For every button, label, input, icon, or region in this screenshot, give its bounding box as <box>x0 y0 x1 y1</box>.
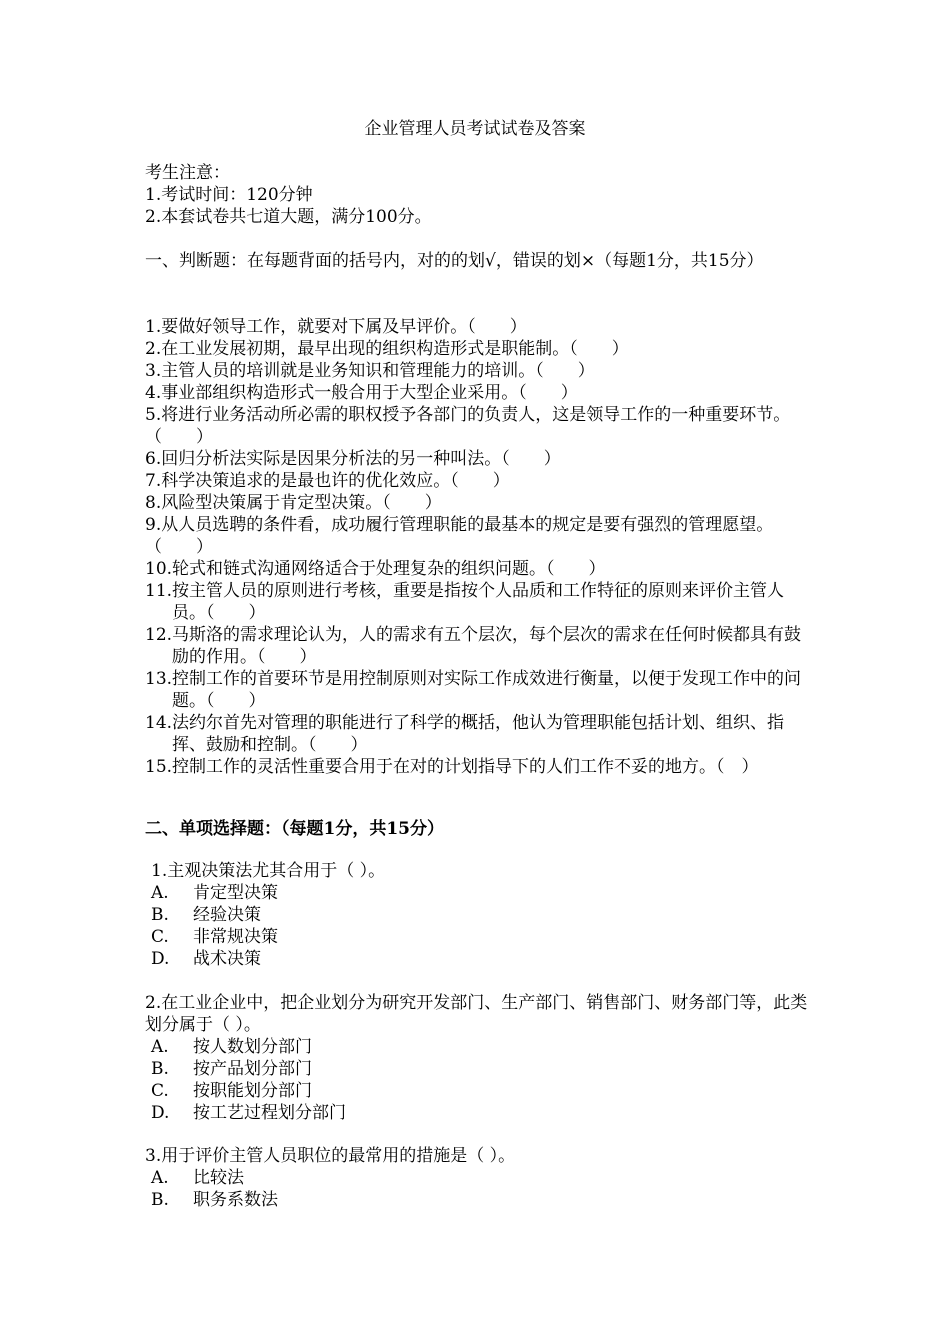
option-text: 按人数划分部门 <box>193 1037 312 1057</box>
true-false-question: 13.控制工作的首要环节是用控制原则对实际工作成效进行衡量，以便于发现工作中的问题。（ ） <box>145 669 802 711</box>
option-b <box>145 1189 810 1211</box>
option-c <box>145 926 810 948</box>
true-false-question: 8.风险型决策属于肯定型决策。（ ） <box>145 493 442 513</box>
option-d <box>145 1102 810 1124</box>
true-false-question: 4.事业部组织构造形式一般合用于大型企业采用。（ ） <box>145 383 578 403</box>
option-key: C. <box>151 927 169 947</box>
true-false-question: 14.法约尔首先对管理的职能进行了科学的概括，他认为管理职能包括计划、组织、指挥、鼓励和控制。（ ） <box>145 713 785 755</box>
true-false-question: 12.马斯洛的需求理论认为，人的需求有五个层次，每个层次的需求在任何时候都具有鼓励的作用。（ ） <box>145 625 802 667</box>
question-stem: 2.在工业企业中，把企业划分为研究开发部门、生产部门、销售部门、财务部门等，此类划分属于（ ）。 <box>145 993 808 1035</box>
option-a <box>145 882 810 904</box>
choice-question-3 <box>145 1145 810 1211</box>
true-false-question: 2.在工业发展初期，最早出现的组织构造形式是职能制。（ ） <box>145 339 629 359</box>
choice-question-2 <box>145 992 810 1124</box>
option-b <box>145 904 810 926</box>
option-key: A. <box>151 1037 169 1057</box>
document-title: 企业管理人员考试试卷及答案 <box>364 119 586 139</box>
option-text: 战术决策 <box>193 949 261 969</box>
true-false-question: 11.按主管人员的原则进行考核，重要是指按个人品质和工作特征的原则来评价主管人员。（ ） <box>145 581 785 623</box>
option-key: C. <box>151 1081 169 1101</box>
option-key: B. <box>151 905 169 925</box>
true-false-question: 15.控制工作的灵活性重要合用于在对的计划指导下的人们工作不妥的地方。（ ） <box>145 757 759 777</box>
option-text: 按工艺过程划分部门 <box>193 1103 346 1123</box>
notice-item: 2.本套试卷共七道大题，满分100分。 <box>145 207 432 227</box>
option-key: B. <box>151 1059 169 1079</box>
question-stem: 3.用于评价主管人员职位的最常用的措施是（ ）。 <box>145 1146 516 1166</box>
true-false-question: 6.回归分析法实际是因果分析法的另一种叫法。（ ） <box>145 449 561 469</box>
true-false-question: 1.要做好领导工作，就要对下属及早评价。（ ） <box>145 317 527 337</box>
option-a <box>145 1167 810 1189</box>
option-c <box>145 1080 810 1102</box>
true-false-question: 5.将进行业务活动所必需的职权授予各部门的负责人，这是领导工作的一种重要环节。（ ） <box>145 405 791 447</box>
option-a <box>145 1036 810 1058</box>
option-d <box>145 948 810 970</box>
exam-notice <box>145 162 810 228</box>
true-false-question: 9.从人员选聘的条件看，成功履行管理职能的最基本的规定是要有强烈的管理愿望。（ ） <box>145 515 774 557</box>
option-key: B. <box>151 1190 169 1210</box>
section1-questions <box>145 316 810 778</box>
option-text: 比较法 <box>193 1168 244 1188</box>
question-stem: 1.主观决策法尤其合用于（ ）。 <box>151 861 386 881</box>
section2-heading: 二、单项选择题：（每题1分，共15分） <box>145 819 444 839</box>
option-text: 按产品划分部门 <box>193 1059 312 1079</box>
notice-item: 1.考试时间：120分钟 <box>145 185 313 205</box>
option-key: A. <box>151 883 169 903</box>
option-key: A. <box>151 1168 169 1188</box>
option-text: 经验决策 <box>193 905 261 925</box>
option-text: 非常规决策 <box>193 927 278 947</box>
option-text: 肯定型决策 <box>193 883 278 903</box>
option-text: 职务系数法 <box>193 1190 278 1210</box>
true-false-question: 10.轮式和链式沟通网络适合于处理复杂的组织问题。（ ） <box>145 559 606 579</box>
option-key: D. <box>151 949 170 969</box>
true-false-question: 3.主管人员的培训就是业务知识和管理能力的培训。（ ） <box>145 361 595 381</box>
option-b <box>145 1058 810 1080</box>
section1-heading: 一、判断题：在每题背面的括号内，对的的划√，错误的划×（每题1分，共15分） <box>145 251 764 271</box>
option-text: 按职能划分部门 <box>193 1081 312 1101</box>
option-key: D. <box>151 1103 170 1123</box>
true-false-question: 7.科学决策追求的是最也许的优化效应。（ ） <box>145 471 510 491</box>
notice-heading: 考生注意： <box>145 163 230 183</box>
choice-question-1 <box>145 860 810 970</box>
